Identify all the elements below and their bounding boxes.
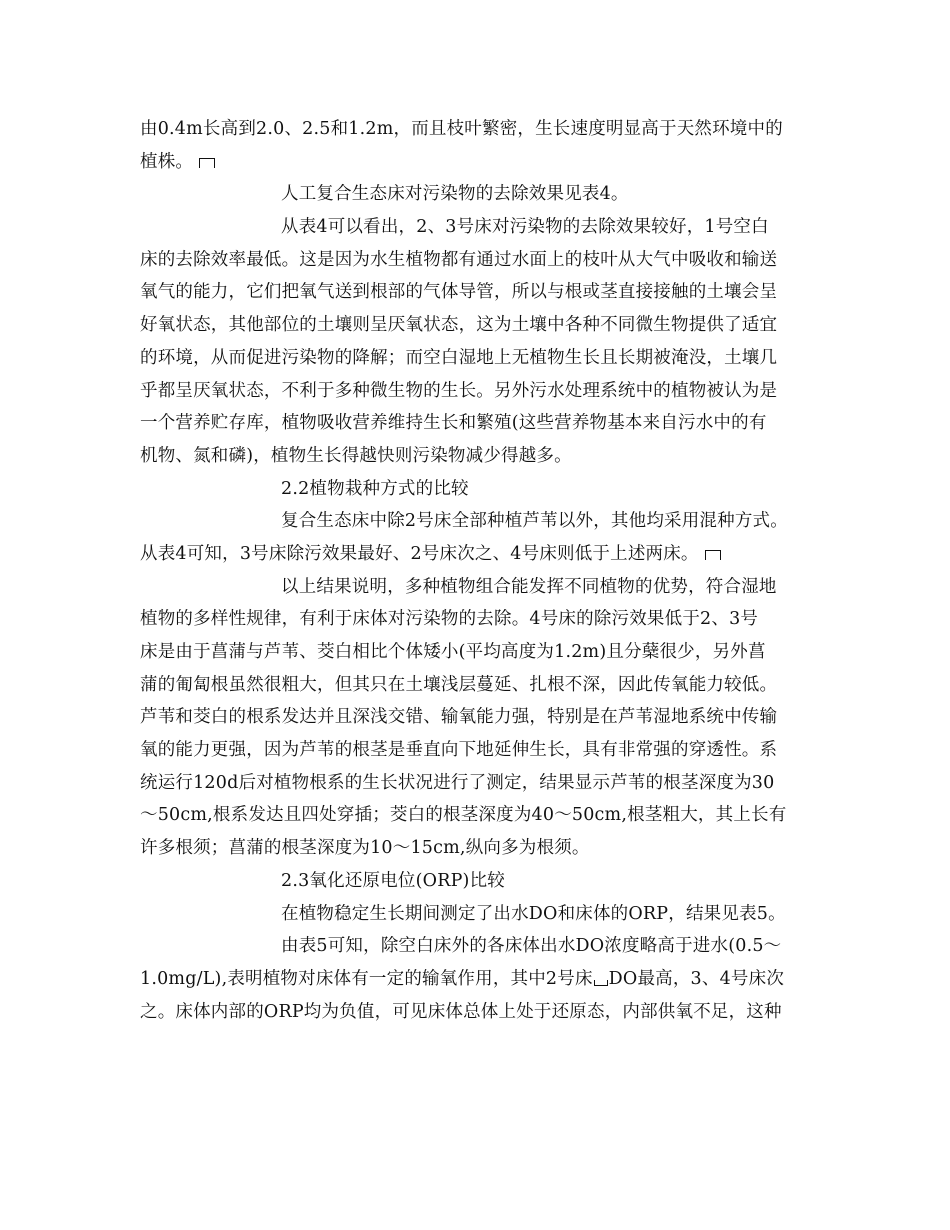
edit-mark-icon	[594, 980, 608, 986]
text-segment: 从表4可知，3号床除污效果最好、2号床次之、4号床则低于上述两床。	[140, 543, 699, 564]
text-line	[140, 603, 820, 636]
text-segment: 由0.4m长高到2.0、2.5和1.2m，而且枝叶繁密，生长速度明显高于天然环境中的	[140, 119, 783, 139]
text-segment: 的环境，从而促进污染物的降解；而空白湿地上无植物生长且长期被淹没，土壤几	[140, 347, 778, 368]
text-segment: 统运行120d后对植物根系的生长状况进行了测定，结果显示芦苇的根茎深度为30	[140, 772, 775, 793]
document-body	[140, 113, 820, 1028]
text-line	[140, 473, 820, 506]
text-line	[140, 996, 820, 1029]
text-segment: 蒲的匍匐根虽然很粗大，但其只在土壤浅层蔓延、扎根不深，因此传氧能力较低。	[140, 674, 778, 695]
text-segment: 2.3氧化还原电位(ORP)比较	[281, 870, 505, 891]
text-segment: 氧的能力更强，因为芦苇的根茎是垂直向下地延伸生长，具有非常强的穿透性。系	[140, 740, 778, 761]
text-line	[140, 375, 820, 408]
text-segment: DO最高，3、4号床次	[608, 968, 785, 989]
text-segment: 1.0mg/L),表明植物对床体有一定的输氧作用，其中2号床	[140, 968, 593, 989]
text-line	[140, 440, 820, 473]
text-line	[140, 930, 820, 963]
text-segment: 一个营养贮存库，植物吸收营养维持生长和繁殖(这些营养物基本来自污水中的有	[140, 413, 767, 434]
text-segment: 氧气的能力，它们把氧气送到根部的气体导管，所以与根或茎直接接触的土壤会呈	[140, 282, 778, 303]
text-line	[140, 309, 820, 342]
edit-mark-icon	[199, 158, 215, 168]
text-segment: 从表4可以看出，2、3号床对污染物的去除效果较好，1号空白	[281, 217, 769, 238]
text-line	[140, 571, 820, 604]
text-segment: 在植物稳定生长期间测定了出水DO和床体的ORP，结果见表5。	[281, 903, 786, 924]
text-segment: 复合生态床中除2号床全部种植芦苇以外，其他均采用混种方式。	[281, 511, 788, 532]
text-segment: 植物的多样性规律，有利于床体对污染物的去除。4号床的除污效果低于2、3号	[140, 609, 759, 630]
text-line	[140, 734, 820, 767]
text-line	[140, 113, 820, 146]
text-segment: 好氧状态，其他部位的土壤则呈厌氧状态，这为土壤中各种不同微生物提供了适宜	[140, 315, 778, 336]
text-line	[140, 505, 820, 538]
text-line	[140, 799, 820, 832]
text-line	[140, 669, 820, 702]
text-line	[140, 538, 820, 571]
text-line	[140, 636, 820, 669]
text-line	[140, 276, 820, 309]
text-line	[140, 963, 820, 996]
text-line	[140, 865, 820, 898]
text-line	[140, 701, 820, 734]
text-segment: 植株。	[140, 151, 194, 172]
text-line	[140, 407, 820, 440]
text-segment: 由表5可知，除空白床外的各床体出水DO浓度略高于进水(0.5～	[281, 936, 782, 957]
text-segment: 床是由于菖蒲与芦苇、茭白相比个体矮小(平均高度为1.2m)且分蘖很少，另外菖	[140, 642, 766, 662]
text-segment: 之。床体内部的ORP均为负值，可见床体总体上处于还原态，内部供氧不足，这种	[140, 1001, 782, 1022]
text-line	[140, 832, 820, 865]
text-line	[140, 146, 820, 179]
text-line	[140, 898, 820, 931]
text-segment: 芦苇和茭白的根系发达并且深浅交错、输氧能力强，特别是在芦苇湿地系统中传输	[140, 707, 778, 728]
text-segment: 机物、氮和磷)，植物生长得越快则污染物减少得越多。	[140, 445, 572, 466]
text-segment: 床的去除效率最低。这是因为水生植物都有通过水面上的枝叶从大气中吸收和输送	[140, 249, 778, 270]
text-segment: 许多根须；菖蒲的根茎深度为10～15cm,纵向多为根须。	[140, 838, 590, 859]
text-segment: ～50cm,根系发达且四处穿插；茭白的根茎深度为40～50cm,根茎粗大，其上长有	[140, 805, 787, 826]
edit-mark-icon	[705, 550, 721, 560]
text-segment: 以上结果说明，多种植物组合能发挥不同植物的优势，符合湿地	[281, 576, 777, 597]
text-segment: 2.2植物栽种方式的比较	[281, 478, 469, 499]
text-segment: 乎都呈厌氧状态，不利于多种微生物的生长。另外污水处理系统中的植物被认为是	[140, 380, 778, 401]
text-segment: 人工复合生态床对污染物的去除效果见表4。	[281, 184, 629, 205]
text-line	[140, 244, 820, 277]
text-line	[140, 767, 820, 800]
text-line	[140, 178, 820, 211]
text-line	[140, 211, 820, 244]
text-line	[140, 342, 820, 375]
